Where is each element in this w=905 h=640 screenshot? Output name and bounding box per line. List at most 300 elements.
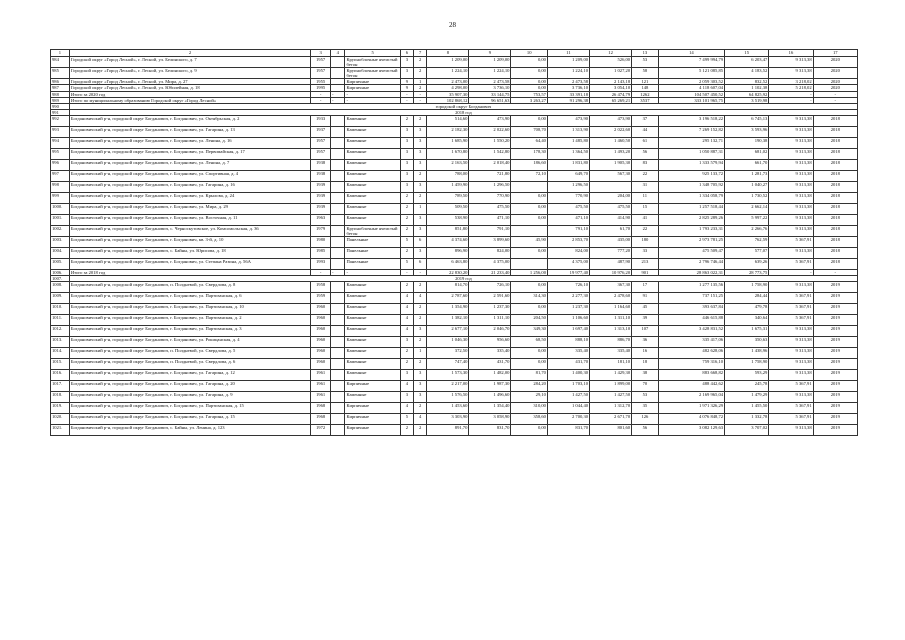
table-cell: 777,20 [590, 248, 632, 259]
table-cell: 245,78 [725, 381, 769, 392]
table-cell: 1012. [51, 326, 70, 337]
table-cell: 1968 [311, 403, 331, 414]
table-cell: Каменные [345, 315, 400, 326]
table-cell: Богдановичский р-н, городской округ Богданович, г. Богданович, ул. Гагарина, д. 13 [69, 126, 310, 137]
table-cell: 3 [414, 159, 427, 170]
table-cell: 2 973 781,25 [658, 237, 724, 248]
table-cell: - [331, 91, 345, 97]
table-cell: 18 [632, 359, 659, 370]
table-cell: 681,02 [725, 148, 769, 159]
table-cell: 883 668,82 [658, 370, 724, 381]
table-cell: 1 493,20 [590, 148, 632, 159]
table-cell: 753,57 [511, 91, 548, 97]
table-cell [331, 170, 345, 181]
table-cell: 3 [400, 68, 413, 79]
table-cell: - [311, 91, 331, 97]
table-cell: 180 [632, 237, 659, 248]
table-cell: 1961 [311, 392, 331, 403]
table-cell: 1 334 058,79 [658, 192, 724, 203]
table-cell: 737 151,25 [658, 293, 724, 304]
table-cell: 1 573,30 [427, 370, 469, 381]
table-cell [331, 192, 345, 203]
table-cell: 2018 [813, 181, 857, 192]
table-cell: 1 427,50 [547, 392, 589, 403]
table-cell: 567,30 [590, 170, 632, 181]
table-cell: Богдановичский р-н, городской округ Богданович, г. Богданович, ул. Первомайская, д. 17 [69, 148, 310, 159]
table-cell: 475,50 [469, 203, 511, 214]
table-cell: 35 907,30 [427, 91, 469, 97]
table-cell: Кирпичные [345, 381, 400, 392]
table-row [51, 192, 858, 203]
table-cell: 2 022,60 [590, 126, 632, 137]
table-cell: Каменные [345, 170, 400, 181]
table-cell: 4 076 848,72 [658, 414, 724, 425]
table-cell: 28 773,75 [725, 270, 769, 276]
table-cell: 4 298,00 [427, 85, 469, 91]
table-cell: 0,00 [511, 57, 548, 68]
table-cell: 473,90 [547, 115, 589, 126]
table-cell: 284,44 [725, 293, 769, 304]
table-cell: 10 976,20 [590, 270, 632, 276]
table-row [51, 403, 858, 414]
table-cell: 4 118 607,04 [658, 85, 724, 91]
table-cell: Кирпичные [345, 79, 400, 85]
table-cell: 4 [400, 293, 413, 304]
table-cell: 475 509,47 [658, 248, 724, 259]
table-cell: 925 133,72 [658, 170, 724, 181]
table-cell: 3 [414, 181, 427, 192]
table-cell: 0,00 [511, 359, 548, 370]
table-cell: 1 281,73 [725, 170, 769, 181]
table-cell: 5 367,91 [769, 315, 813, 326]
table-cell: 1004. [51, 248, 70, 259]
table-cell: 2019 [813, 359, 857, 370]
table-cell: 3 054,10 [590, 85, 632, 91]
table-cell: 831,70 [547, 425, 589, 436]
table-cell: 747,40 [427, 359, 469, 370]
table-cell [331, 392, 345, 403]
table-cell: 1 311,10 [469, 315, 511, 326]
table-cell: 358,60 [511, 414, 548, 425]
table-cell: 81,70 [511, 370, 548, 381]
table-cell: Каменные [345, 137, 400, 148]
table-cell: 96 651,63 [469, 97, 511, 103]
table-cell: Богдановичский р-н, городской округ Богданович, г. Богданович, ул. Партизанская, д. 10 [69, 304, 310, 315]
table-cell: - [311, 270, 331, 276]
table-cell: 3 [414, 225, 427, 236]
table-cell: Богдановичский р-н, городской округ Богданович, г. Богданович, ул. Гагарина, д. 15 [69, 414, 310, 425]
table-cell: 1 364,50 [547, 148, 589, 159]
table-cell: 1960 [311, 359, 331, 370]
table-cell: 45 [632, 304, 659, 315]
table-cell: 2018 [813, 170, 857, 181]
table-cell: 16 [632, 348, 659, 359]
table-cell: 0,00 [511, 192, 548, 203]
table-cell: 204,00 [590, 192, 632, 203]
table-cell: 1961 [311, 370, 331, 381]
table-cell: Богдановичский р-н, городской округ Богданович, п. Полдневой, ул. Свердлова, д. 6 [69, 359, 310, 370]
table-cell: Богдановичский р-н, городской округ Богданович, г. Богданович, ул. Партизанская, д. 6 [69, 293, 310, 304]
table-cell: 577,07 [725, 248, 769, 259]
table-cell: Каменные [345, 115, 400, 126]
table-cell: 1 224,10 [547, 68, 589, 79]
table-cell: 2019 [813, 337, 857, 348]
table-cell: 2018 [813, 115, 857, 126]
table-cell: 3 [414, 326, 427, 337]
table-cell: 335,40 [469, 348, 511, 359]
table-cell: 9 313,38 [769, 337, 813, 348]
table-cell: Каменные [345, 282, 400, 293]
table-cell: 2 473,00 [427, 79, 469, 85]
table-row [51, 315, 858, 326]
table-cell: 181,10 [590, 359, 632, 370]
table-cell: 995 [51, 148, 70, 159]
table-cell: 1 313,10 [590, 326, 632, 337]
table-cell: 4 374,60 [427, 237, 469, 248]
table-cell: 896,90 [427, 248, 469, 259]
table-cell: 1 482,00 [469, 370, 511, 381]
table-cell: Крупноблочные ячеистый бетон [345, 68, 400, 79]
table-cell: 1972 [311, 425, 331, 436]
table-row [51, 425, 858, 436]
table-cell: 1963 [311, 214, 331, 225]
table-cell: 3 [400, 392, 413, 403]
table-row [51, 137, 858, 148]
table-cell: Каменные [345, 348, 400, 359]
table-row [51, 348, 858, 359]
table-cell: 1958 [311, 282, 331, 293]
table-row [51, 57, 858, 68]
table-cell: Городской округ «Город Лесной», г. Лесной, ул. Белинского, д. 7 [69, 57, 310, 68]
table-cell: 9 313,38 [769, 203, 813, 214]
table-cell: - [813, 91, 857, 97]
table-cell: 107 [632, 326, 659, 337]
table-cell [331, 337, 345, 348]
table-cell: 2018 [813, 159, 857, 170]
table-cell: 1957 [311, 148, 331, 159]
column-header: 12 [590, 50, 632, 57]
table-cell: 2019 [813, 326, 857, 337]
table-cell: 1 479,29 [725, 392, 769, 403]
table-cell: 29,10 [511, 392, 548, 403]
table-cell: 1 332,78 [725, 414, 769, 425]
table-cell: - [414, 97, 427, 103]
table-cell [331, 293, 345, 304]
table-cell: 2020 [813, 85, 857, 91]
table-cell: 770,90 [469, 192, 511, 203]
table-cell: 2 046,70 [469, 326, 511, 337]
table-cell: 789,50 [427, 192, 469, 203]
table-cell: 1018. [51, 392, 70, 403]
table-cell: 888,10 [547, 337, 589, 348]
table-cell: 3 [400, 159, 413, 170]
page-number: 28 [449, 21, 456, 29]
table-cell: - [345, 270, 400, 276]
table-cell: 1 793 233,31 [658, 225, 724, 236]
table-cell: 1960 [311, 326, 331, 337]
table-cell: 1937 [311, 126, 331, 137]
table-cell: 1001. [51, 214, 70, 225]
table-cell: 1 102,38 [725, 85, 769, 91]
table-cell [331, 425, 345, 436]
table-cell: 431,70 [547, 359, 589, 370]
table-cell: 2 143,18 [590, 79, 632, 85]
column-header: 16 [769, 50, 813, 57]
table-cell: 9 313,38 [769, 159, 813, 170]
table-cell: 3 707,02 [725, 425, 769, 436]
table-cell: 998 [51, 181, 70, 192]
table-cell: Итого за 2018 год [69, 270, 310, 276]
table-cell: 1 670,80 [427, 148, 469, 159]
table-cell: 3 [414, 214, 427, 225]
column-header: 9 [469, 50, 511, 57]
table-cell [331, 414, 345, 425]
table-cell: Богдановичский р-н, городской округ Богданович, г. Богданович, ул. Мира, д. 29 [69, 203, 310, 214]
table-cell: 2 022,60 [469, 126, 511, 137]
table-cell: 824,00 [469, 248, 511, 259]
table-cell: 3 [400, 57, 413, 68]
table-cell: 1 899,00 [590, 381, 632, 392]
table-cell: 5 997,22 [725, 214, 769, 225]
table-cell: 1 675,31 [725, 326, 769, 337]
table-cell [331, 282, 345, 293]
table-cell: 333 101 965,75 [658, 97, 724, 103]
table-cell: 0,00 [511, 248, 548, 259]
table-cell: 295 132,71 [658, 137, 724, 148]
table-cell: 446 615,88 [658, 315, 724, 326]
table-cell: 1008. [51, 282, 70, 293]
table-cell: 593,29 [725, 370, 769, 381]
table-row [51, 68, 858, 79]
table-cell: 9 313,38 [769, 170, 813, 181]
table-cell: 0,00 [511, 348, 548, 359]
table-cell: Каменные [345, 192, 400, 203]
table-cell: 1 224,10 [469, 68, 511, 79]
table-cell: 15 [632, 203, 659, 214]
table-cell: 53 [632, 392, 659, 403]
table-cell: Кирпичные [345, 85, 400, 91]
table-cell: 22 830,20 [427, 270, 469, 276]
table-cell: 56 [632, 148, 659, 159]
table-cell: 2 700,30 [547, 414, 589, 425]
table-row [51, 148, 858, 159]
table-cell: 6 463,80 [427, 259, 469, 270]
table-cell: 2 591,60 [469, 293, 511, 304]
table-cell: 72,10 [511, 170, 548, 181]
table-cell: 992 [51, 115, 70, 126]
table-cell: 65 269,21 [590, 97, 632, 103]
table-cell: 3 [414, 148, 427, 159]
table-cell: 2 266,76 [725, 225, 769, 236]
table-cell: 2 [400, 425, 413, 436]
table-cell: 121 [632, 79, 659, 85]
table-cell: 7 269 152,82 [658, 126, 724, 137]
table-cell: 91 [632, 293, 659, 304]
table-cell: 367,30 [590, 282, 632, 293]
table-cell: 3 [414, 392, 427, 403]
table-cell: Богдановичский р-н, городской округ Богданович, г. Богданович, кв. 3-й, д. 10 [69, 237, 310, 248]
table-cell: 1000. [51, 203, 70, 214]
table-cell: 996 [51, 159, 70, 170]
table-cell: 1262 [632, 91, 659, 97]
table-cell: Панельные [345, 259, 400, 270]
table-cell: 6 [414, 237, 427, 248]
table-cell: - [345, 91, 400, 97]
table-cell: Богдановичский р-н, городской округ Богданович, г. Богданович, ул. Гагарина, д. 12 [69, 370, 310, 381]
table-cell: 770,90 [547, 192, 589, 203]
table-cell: 1 758,90 [725, 282, 769, 293]
column-header: 2 [69, 50, 310, 57]
table-cell: 340,64 [725, 315, 769, 326]
table-cell: 335,40 [590, 348, 632, 359]
table-cell: Каменные [345, 181, 400, 192]
table-cell: Богдановичский р-н, городской округ Богданович, с. Черноскутовское, ул. Комсомольская, д. 36 [69, 225, 310, 236]
table-cell: 3 303,90 [427, 414, 469, 425]
table-row [51, 248, 858, 259]
table-cell: 1 576,50 [427, 392, 469, 403]
table-cell: 1010. [51, 304, 70, 315]
table-cell: 1005. [51, 259, 70, 270]
table-row [51, 381, 858, 392]
table-cell: 1 685,90 [427, 137, 469, 148]
table-cell: 3 736,10 [469, 85, 511, 91]
table-cell: 1 460,50 [590, 137, 632, 148]
table-cell: 2018 [813, 192, 857, 203]
table-cell: 1 485,80 [547, 137, 589, 148]
column-header: 15 [725, 50, 769, 57]
table-cell: 3 196 518,22 [658, 115, 724, 126]
section-title-cell: 2019 год [69, 276, 857, 282]
table-cell: Городской округ «Город Лесной», г. Лесной, ул. Юбилейная, д. 18 [69, 85, 310, 91]
table-cell: 0,00 [511, 425, 548, 436]
table-cell: 4 375,00 [469, 259, 511, 270]
table-cell: 1 277 135,56 [658, 282, 724, 293]
table-cell: Городской округ «Город Лесной», г. Лесной, ул. Белинского, д. 9 [69, 68, 310, 79]
table-cell: 759 316,10 [658, 359, 724, 370]
table-cell: 985 [51, 68, 70, 79]
table-cell: 1 237,30 [547, 304, 589, 315]
table-cell: 986 [51, 79, 70, 85]
table-cell: 1002. [51, 225, 70, 236]
table-cell: 1 044,40 [547, 403, 589, 414]
table-cell: - [400, 91, 413, 97]
table-cell: 1939 [311, 203, 331, 214]
table-cell: 2 [414, 403, 427, 414]
table-cell: 1938 [311, 170, 331, 181]
table-cell: Богдановичский р-н, городской округ Богданович, г. Богданович, ул. Партизанская, д. 15 [69, 403, 310, 414]
table-cell: 1 209,00 [469, 57, 511, 68]
table-cell: 2 059 303,52 [658, 79, 724, 85]
table-cell: 2 473,58 [469, 79, 511, 85]
table-cell: 5 367,91 [769, 381, 813, 392]
table-cell: 2 [400, 203, 413, 214]
table-cell: 2 [414, 115, 427, 126]
table-cell: 44 [632, 126, 659, 137]
table-cell: 31 [632, 181, 659, 192]
table-cell: 102 868,12 [427, 97, 469, 103]
table-cell: 4 183,52 [725, 68, 769, 79]
table-cell: 1979 [311, 225, 331, 236]
table-cell [331, 326, 345, 337]
table-cell: - [414, 270, 427, 276]
table-cell: 3 [400, 137, 413, 148]
table-cell: Богдановичский р-н, городской округ Богданович, п. Полдневой, ул. Свердлова, д. 8 [69, 282, 310, 293]
table-cell [331, 359, 345, 370]
table-cell: 19 977,40 [547, 270, 589, 276]
table-cell: 5 367,91 [769, 237, 813, 248]
table-cell: 814,70 [427, 282, 469, 293]
table-cell: 310,00 [511, 403, 548, 414]
table-cell: 1 354,40 [469, 403, 511, 414]
table-cell: - [311, 97, 331, 103]
table-cell: 3 [414, 137, 427, 148]
table-cell: 488 442,62 [658, 381, 724, 392]
table-cell: 2020 [813, 57, 857, 68]
table-cell: 7 499 994,79 [658, 57, 724, 68]
table-cell [331, 304, 345, 315]
table-row [51, 337, 858, 348]
table-cell: Богдановичский р-н, городской округ Богданович, г. Богданович, ул. Степана Разина, д. 56А [69, 259, 310, 270]
table-cell: Богдановичский р-н, городской округ Богданович, г. Богданович, ул. Ленина, д. 16 [69, 137, 310, 148]
table-cell: 999 [51, 192, 70, 203]
table-cell: 1 382,10 [427, 315, 469, 326]
table-cell: 61 [632, 137, 659, 148]
column-header: 17 [813, 50, 857, 57]
table-cell: 1003. [51, 237, 70, 248]
table-cell: 61,70 [590, 225, 632, 236]
table-cell: 5 367,91 [769, 293, 813, 304]
table-cell: 5 367,91 [769, 403, 813, 414]
table-cell: 1014. [51, 348, 70, 359]
table-cell: 9 313,38 [769, 248, 813, 259]
table-cell: 2 677,10 [427, 326, 469, 337]
table-cell: 335,40 [547, 348, 589, 359]
table-cell: 2018 [813, 237, 857, 248]
table-cell: 148 [632, 85, 659, 91]
table-cell: 1 905,30 [590, 159, 632, 170]
table-cell: 1017. [51, 381, 70, 392]
table-cell: 1939 [311, 192, 331, 203]
table-cell: 1006. [51, 270, 70, 276]
table-cell: 2018 [813, 225, 857, 236]
table-cell: 639,26 [725, 259, 769, 270]
column-header: 4 [331, 50, 345, 57]
table-cell: 487,90 [590, 259, 632, 270]
table-cell: 5 [400, 259, 413, 270]
table-row [51, 214, 858, 225]
table-cell: 2019 [813, 414, 857, 425]
table-cell [331, 259, 345, 270]
table-cell: Каменные [345, 293, 400, 304]
table-cell: 1 164,60 [590, 304, 632, 315]
table-cell: 83 [632, 159, 659, 170]
table-cell: 1 459,90 [427, 181, 469, 192]
table-cell: 26 474,79 [590, 91, 632, 97]
table-row [51, 326, 858, 337]
table-cell [331, 214, 345, 225]
table-cell: 2018 [813, 203, 857, 214]
table-cell [331, 115, 345, 126]
table-cell: 2 [414, 57, 427, 68]
table-cell: 435,00 [590, 237, 632, 248]
table-cell: 526,00 [590, 57, 632, 68]
table-cell [511, 181, 548, 192]
table-cell: 1 697,40 [547, 326, 589, 337]
table-cell [331, 237, 345, 248]
table-cell: 987 [51, 85, 70, 91]
table-cell: 1 311,10 [590, 315, 632, 326]
table-cell: 2 018,40 [469, 159, 511, 170]
